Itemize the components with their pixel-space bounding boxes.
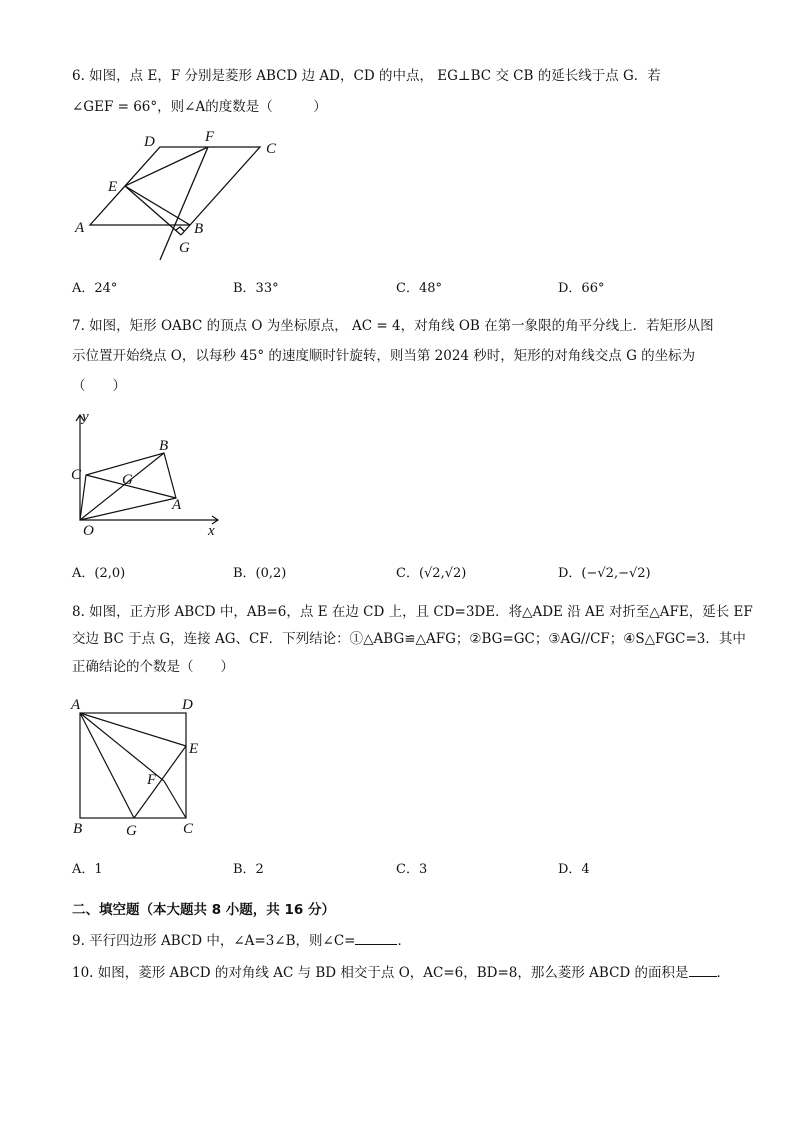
q7-label-b: B: [159, 438, 169, 454]
q6-label-b: B: [194, 221, 204, 237]
q6-label-g: G: [179, 240, 190, 256]
q9-answer-blank[interactable]: [355, 930, 397, 945]
q9-line: [72, 930, 411, 951]
q7-line1: 7. 如图，矩形 OABC 的顶点 O 为坐标原点， AC = 4，对角线 OB 在第一象限的角平分线上．若矩形从图: [72, 318, 714, 334]
q8-option-d[interactable]: D．4: [558, 862, 590, 877]
q8-label-e: E: [189, 741, 199, 757]
q7-option-c[interactable]: C．(√2,√2): [396, 566, 467, 581]
q8-option-b[interactable]: B．2: [233, 862, 264, 877]
q8-option-a[interactable]: A．1: [72, 862, 103, 877]
q8-label-b: B: [73, 821, 83, 837]
q10-end: ．: [716, 965, 731, 981]
q8-segment-ae: [80, 713, 186, 746]
q6-label-e: E: [108, 179, 118, 195]
q6-label-f: F: [205, 129, 215, 145]
q10-text: 10. 如图，菱形 ABCD 的对角线 AC 与 BD 相交于点 O，AC=6，BD=8，那么菱形 ABCD 的面积是: [72, 965, 689, 981]
q7-line3: （ ）: [72, 378, 126, 394]
q8-label-a: A: [71, 697, 81, 713]
q8-label-f: F: [147, 772, 157, 788]
q7-label-y: y: [82, 409, 89, 425]
q6-segment-ef: [125, 147, 208, 186]
q6-option-b[interactable]: B．33°: [233, 281, 279, 296]
q8-segment-ag: [80, 713, 134, 818]
q8-line1: 8. 如图，正方形 ABCD 中，AB=6，点 E 在边 CD 上，且 CD=3DE．将△ADE 沿 AE 对折至△AFE，延长 EF: [72, 604, 753, 620]
q6-label-a: A: [75, 220, 85, 236]
q6-option-c[interactable]: C．48°: [396, 281, 442, 296]
q6-line1: 6. 如图，点 E，F 分别是菱形 ABCD 边 AD，CD 的中点， EG⊥BC 交 CB 的延长线于点 G．若: [72, 68, 661, 84]
q7-label-x: x: [208, 523, 215, 539]
q8-label-d: D: [182, 697, 193, 713]
q8-option-c[interactable]: C．3: [396, 862, 428, 877]
q6-label-d: D: [144, 134, 155, 150]
q7-option-d[interactable]: D．(−√2,−√2): [558, 566, 651, 581]
q7-line2: 示位置开始绕点 O，以每秒 45° 的速度顺时针旋转，则当第 2024 秒时，矩形的对角线交点 G 的坐标为: [72, 348, 696, 364]
q6-segment-eb: [125, 186, 190, 225]
q8-line3: 正确结论的个数是（ ）: [72, 659, 234, 675]
q8-label-g: G: [126, 823, 137, 839]
q8-label-c: C: [183, 821, 194, 837]
q6-figure: [72, 128, 292, 268]
q6-line2: ∠GEF = 66°，则∠A的度数是（ ）: [72, 99, 327, 115]
q7-label-o: O: [83, 523, 94, 539]
q6-option-d[interactable]: D．66°: [558, 281, 605, 296]
q6-label-c: C: [266, 141, 277, 157]
q7-option-a[interactable]: A．(2,0): [72, 566, 126, 581]
section-heading: 二、填空题（本大题共 8 小题，共 16 分）: [72, 902, 335, 918]
q9-end: ．: [397, 933, 411, 949]
q7-figure: [68, 405, 228, 545]
q6-option-a[interactable]: A．24°: [72, 281, 118, 296]
q6-right-angle: [176, 227, 184, 231]
q7-label-c: C: [71, 467, 82, 483]
q8-segment-af: [80, 713, 164, 781]
q8-segment-eg: [134, 746, 186, 818]
q10-answer-blank[interactable]: [689, 962, 717, 977]
q8-line2: 交边 BC 于点 G，连接 AG、CF．下列结论：①△ABG≌△AFG；②BG=GC；③AG//CF；④S△FGC=3．其中: [72, 631, 746, 647]
q7-label-a: A: [172, 497, 182, 513]
q7-label-g: G: [122, 472, 133, 488]
q9-text: 9. 平行四边形 ABCD 中，∠A=3∠B，则∠C=: [72, 933, 356, 949]
q8-figure: [68, 693, 218, 843]
q8-square: [80, 713, 186, 818]
q6-segment-eg: [125, 186, 181, 235]
q10-line: [72, 962, 730, 983]
q7-option-b[interactable]: B．(0,2): [233, 566, 287, 581]
q8-segment-fc: [164, 781, 186, 818]
